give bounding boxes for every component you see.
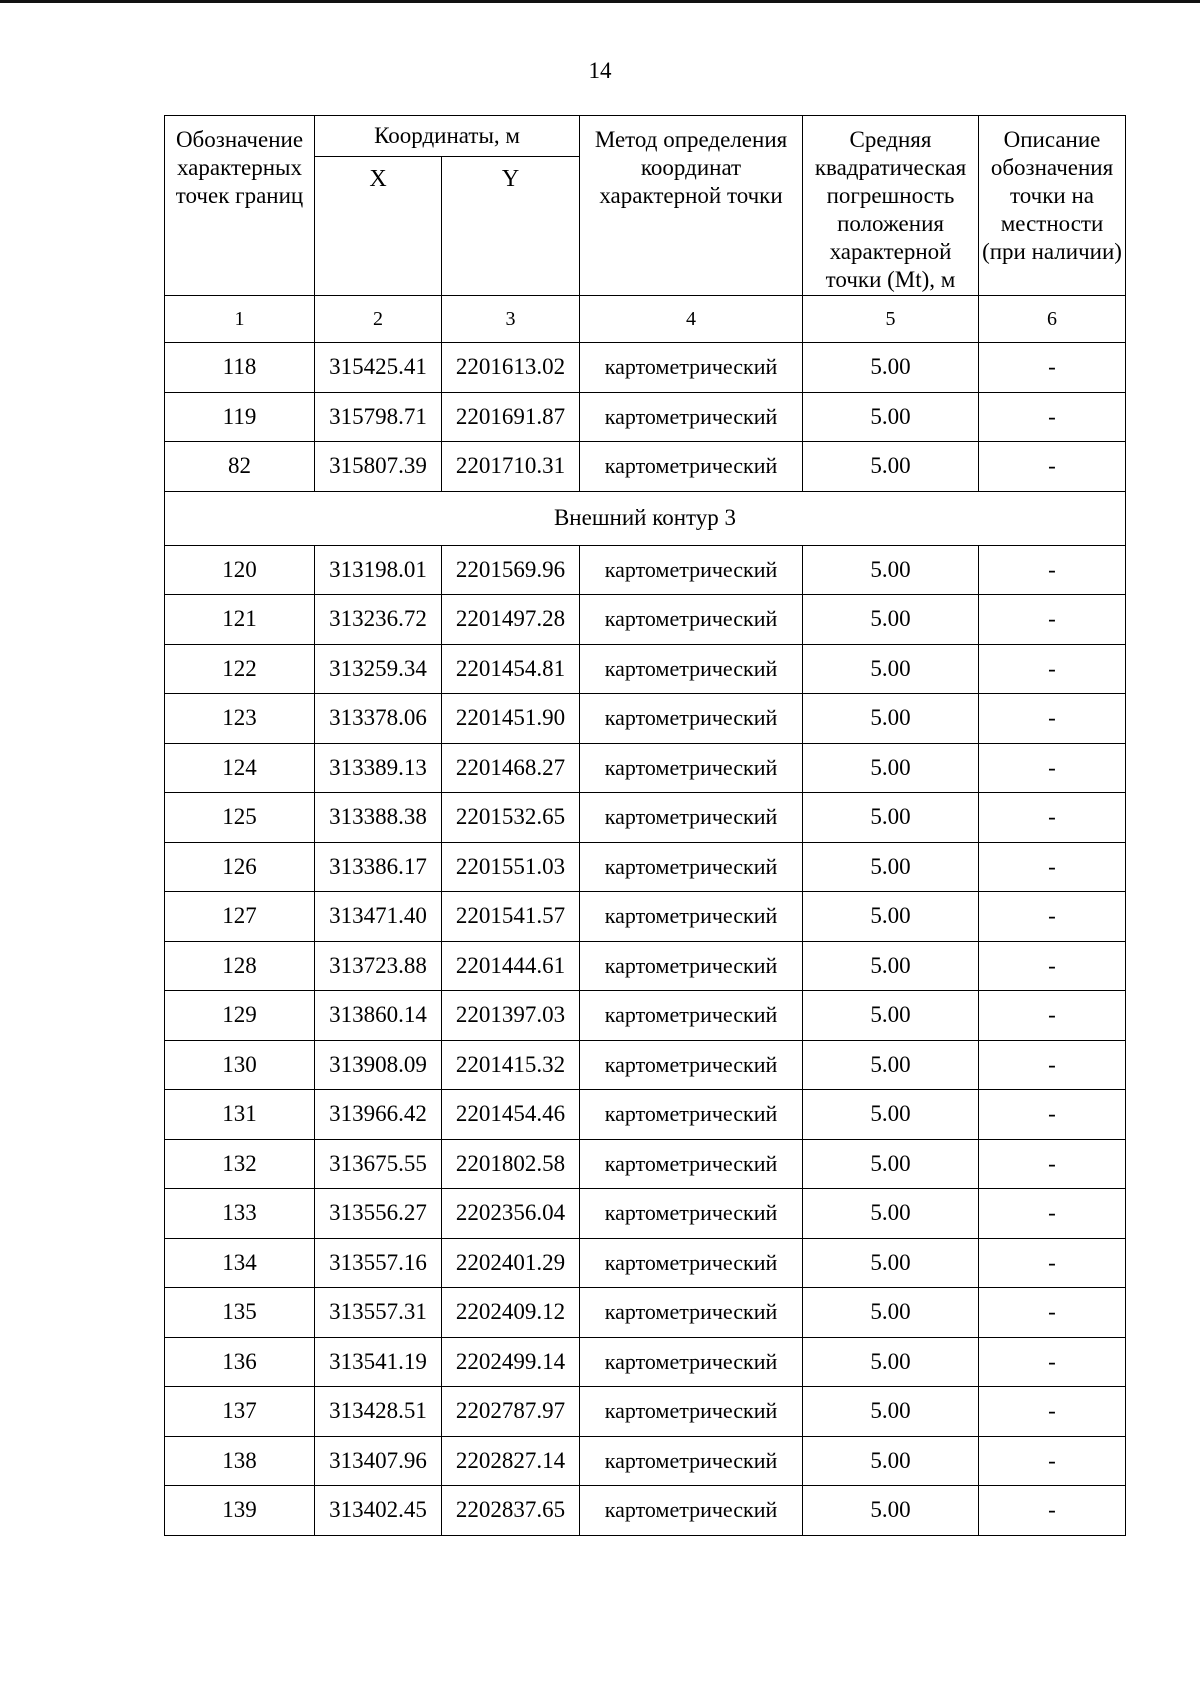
y-coordinate-cell: 2202787.97 — [442, 1387, 580, 1437]
x-coordinate-cell: 313557.16 — [315, 1238, 442, 1288]
y-coordinate-cell: 2201613.02 — [442, 343, 580, 393]
table-row — [165, 343, 1126, 393]
error-cell: 5.00 — [803, 343, 979, 393]
x-coordinate-cell: 315425.41 — [315, 343, 442, 393]
point-id-cell: 121 — [165, 595, 315, 645]
x-coordinate-cell: 313966.42 — [315, 1090, 442, 1140]
x-coordinate-cell: 313471.40 — [315, 892, 442, 942]
description-cell: - — [979, 1189, 1126, 1239]
point-id-cell: 123 — [165, 694, 315, 744]
table-row — [165, 1238, 1126, 1288]
table-row — [165, 1337, 1126, 1387]
method-cell: картометрический — [580, 991, 803, 1041]
method-cell: картометрический — [580, 743, 803, 793]
description-cell: - — [979, 545, 1126, 595]
description-cell: - — [979, 343, 1126, 393]
table-body — [165, 296, 1126, 1536]
point-id-cell: 126 — [165, 842, 315, 892]
description-cell: - — [979, 1486, 1126, 1536]
section-title: Внешний контур 3 — [165, 491, 1126, 545]
y-coordinate-cell: 2201397.03 — [442, 991, 580, 1041]
x-coordinate-cell: 313259.34 — [315, 644, 442, 694]
method-cell: картометрический — [580, 1040, 803, 1090]
description-cell: - — [979, 1387, 1126, 1437]
point-id-cell: 127 — [165, 892, 315, 942]
x-coordinate-cell: 313428.51 — [315, 1387, 442, 1437]
x-coordinate-cell: 313675.55 — [315, 1139, 442, 1189]
header-y: Y — [442, 157, 580, 296]
description-cell: - — [979, 595, 1126, 645]
method-cell: картометрический — [580, 1139, 803, 1189]
header-point-id: Обозначение характерных точек границ — [165, 116, 315, 296]
error-cell: 5.00 — [803, 595, 979, 645]
point-id-cell: 130 — [165, 1040, 315, 1090]
error-cell: 5.00 — [803, 892, 979, 942]
column-number: 4 — [580, 296, 803, 343]
table-row — [165, 1139, 1126, 1189]
description-cell: - — [979, 694, 1126, 744]
method-cell: картометрический — [580, 892, 803, 942]
error-cell: 5.00 — [803, 743, 979, 793]
point-id-cell: 133 — [165, 1189, 315, 1239]
table-row — [165, 1090, 1126, 1140]
description-cell: - — [979, 892, 1126, 942]
method-cell: картометрический — [580, 1090, 803, 1140]
error-cell: 5.00 — [803, 1139, 979, 1189]
y-coordinate-cell: 2201802.58 — [442, 1139, 580, 1189]
point-id-cell: 118 — [165, 343, 315, 393]
table-row — [165, 442, 1126, 492]
x-coordinate-cell: 313389.13 — [315, 743, 442, 793]
x-coordinate-cell: 313541.19 — [315, 1337, 442, 1387]
point-id-cell: 131 — [165, 1090, 315, 1140]
point-id-cell: 122 — [165, 644, 315, 694]
y-coordinate-cell: 2201551.03 — [442, 842, 580, 892]
error-cell: 5.00 — [803, 1288, 979, 1338]
table-row — [165, 1387, 1126, 1437]
x-coordinate-cell: 313557.31 — [315, 1288, 442, 1338]
method-cell: картометрический — [580, 941, 803, 991]
point-id-cell: 138 — [165, 1436, 315, 1486]
point-id-cell: 125 — [165, 793, 315, 843]
column-number: 1 — [165, 296, 315, 343]
error-cell: 5.00 — [803, 842, 979, 892]
table-row — [165, 1288, 1126, 1338]
x-coordinate-cell: 313723.88 — [315, 941, 442, 991]
error-cell: 5.00 — [803, 1090, 979, 1140]
table-row — [165, 644, 1126, 694]
point-id-cell: 139 — [165, 1486, 315, 1536]
column-number: 6 — [979, 296, 1126, 343]
y-coordinate-cell: 2201468.27 — [442, 743, 580, 793]
description-cell: - — [979, 793, 1126, 843]
y-coordinate-cell: 2202401.29 — [442, 1238, 580, 1288]
boundary-points-table — [164, 115, 1126, 1536]
x-coordinate-cell: 313908.09 — [315, 1040, 442, 1090]
error-cell: 5.00 — [803, 1189, 979, 1239]
y-coordinate-cell: 2201532.65 — [442, 793, 580, 843]
y-coordinate-cell: 2201691.87 — [442, 392, 580, 442]
error-cell: 5.00 — [803, 545, 979, 595]
table-row — [165, 793, 1126, 843]
description-cell: - — [979, 392, 1126, 442]
point-id-cell: 134 — [165, 1238, 315, 1288]
method-cell: картометрический — [580, 644, 803, 694]
description-cell: - — [979, 842, 1126, 892]
table-row — [165, 1486, 1126, 1536]
method-cell: картометрический — [580, 793, 803, 843]
y-coordinate-cell: 2201710.31 — [442, 442, 580, 492]
table-row — [165, 941, 1126, 991]
y-coordinate-cell: 2201451.90 — [442, 694, 580, 744]
error-cell: 5.00 — [803, 941, 979, 991]
y-coordinate-cell: 2202837.65 — [442, 1486, 580, 1536]
method-cell: картометрический — [580, 842, 803, 892]
description-cell: - — [979, 1436, 1126, 1486]
top-border-line — [0, 0, 1200, 3]
y-coordinate-cell: 2202827.14 — [442, 1436, 580, 1486]
point-id-cell: 119 — [165, 392, 315, 442]
table-row — [165, 1040, 1126, 1090]
method-cell: картометрический — [580, 545, 803, 595]
table-row — [165, 392, 1126, 442]
point-id-cell: 137 — [165, 1387, 315, 1437]
x-coordinate-cell: 313556.27 — [315, 1189, 442, 1239]
y-coordinate-cell: 2202499.14 — [442, 1337, 580, 1387]
method-cell: картометрический — [580, 694, 803, 744]
point-id-cell: 136 — [165, 1337, 315, 1387]
x-coordinate-cell: 313860.14 — [315, 991, 442, 1041]
method-cell: картометрический — [580, 1288, 803, 1338]
description-cell: - — [979, 1288, 1126, 1338]
y-coordinate-cell: 2201541.57 — [442, 892, 580, 942]
header-error: Средняя квадратическая погрешность положения характерной точки (Mt), м — [803, 116, 979, 296]
x-coordinate-cell: 315798.71 — [315, 392, 442, 442]
y-coordinate-cell: 2201454.81 — [442, 644, 580, 694]
method-cell: картометрический — [580, 392, 803, 442]
x-coordinate-cell: 313236.72 — [315, 595, 442, 645]
point-id-cell: 129 — [165, 991, 315, 1041]
error-cell: 5.00 — [803, 392, 979, 442]
x-coordinate-cell: 315807.39 — [315, 442, 442, 492]
x-coordinate-cell: 313378.06 — [315, 694, 442, 744]
point-id-cell: 128 — [165, 941, 315, 991]
error-cell: 5.00 — [803, 694, 979, 744]
column-number-row — [165, 296, 1126, 343]
point-id-cell: 132 — [165, 1139, 315, 1189]
point-id-cell: 120 — [165, 545, 315, 595]
method-cell: картометрический — [580, 1337, 803, 1387]
method-cell: картометрический — [580, 343, 803, 393]
error-cell: 5.00 — [803, 1040, 979, 1090]
x-coordinate-cell: 313407.96 — [315, 1436, 442, 1486]
description-cell: - — [979, 1139, 1126, 1189]
y-coordinate-cell: 2201415.32 — [442, 1040, 580, 1090]
y-coordinate-cell: 2201454.46 — [442, 1090, 580, 1140]
error-cell: 5.00 — [803, 442, 979, 492]
point-id-cell: 124 — [165, 743, 315, 793]
table-row — [165, 743, 1126, 793]
description-cell: - — [979, 644, 1126, 694]
table-row — [165, 545, 1126, 595]
method-cell: картометрический — [580, 1387, 803, 1437]
page-number: 14 — [588, 58, 612, 83]
x-coordinate-cell: 313388.38 — [315, 793, 442, 843]
y-coordinate-cell: 2201444.61 — [442, 941, 580, 991]
header-description: Описание обозначения точки на местности (при наличии) — [979, 116, 1126, 296]
error-cell: 5.00 — [803, 1387, 979, 1437]
method-cell: картометрический — [580, 595, 803, 645]
table-row — [165, 1189, 1126, 1239]
x-coordinate-cell: 313386.17 — [315, 842, 442, 892]
column-number: 5 — [803, 296, 979, 343]
error-cell: 5.00 — [803, 1337, 979, 1387]
column-number: 2 — [315, 296, 442, 343]
table-row — [165, 694, 1126, 744]
description-cell: - — [979, 1337, 1126, 1387]
method-cell: картометрический — [580, 1238, 803, 1288]
error-cell: 5.00 — [803, 644, 979, 694]
description-cell: - — [979, 442, 1126, 492]
point-id-cell: 82 — [165, 442, 315, 492]
description-cell: - — [979, 1238, 1126, 1288]
table-row — [165, 842, 1126, 892]
error-cell: 5.00 — [803, 1486, 979, 1536]
error-cell: 5.00 — [803, 1238, 979, 1288]
x-coordinate-cell: 313198.01 — [315, 545, 442, 595]
y-coordinate-cell: 2201497.28 — [442, 595, 580, 645]
error-cell: 5.00 — [803, 1436, 979, 1486]
table-row — [165, 595, 1126, 645]
header-x: X — [315, 157, 442, 296]
table-row — [165, 1436, 1126, 1486]
method-cell: картометрический — [580, 442, 803, 492]
header-coordinates: Координаты, м — [315, 116, 580, 157]
error-cell: 5.00 — [803, 991, 979, 1041]
x-coordinate-cell: 313402.45 — [315, 1486, 442, 1536]
boundary-points-table-container — [164, 115, 1125, 1536]
y-coordinate-cell: 2201569.96 — [442, 545, 580, 595]
description-cell: - — [979, 743, 1126, 793]
method-cell: картометрический — [580, 1189, 803, 1239]
y-coordinate-cell: 2202409.12 — [442, 1288, 580, 1338]
section-row — [165, 491, 1126, 545]
description-cell: - — [979, 941, 1126, 991]
error-cell: 5.00 — [803, 793, 979, 843]
method-cell: картометрический — [580, 1486, 803, 1536]
y-coordinate-cell: 2202356.04 — [442, 1189, 580, 1239]
description-cell: - — [979, 1090, 1126, 1140]
column-number: 3 — [442, 296, 580, 343]
point-id-cell: 135 — [165, 1288, 315, 1338]
table-row — [165, 892, 1126, 942]
method-cell: картометрический — [580, 1436, 803, 1486]
table-row — [165, 991, 1126, 1041]
description-cell: - — [979, 1040, 1126, 1090]
header-method: Метод определения координат характерной точки — [580, 116, 803, 296]
description-cell: - — [979, 991, 1126, 1041]
